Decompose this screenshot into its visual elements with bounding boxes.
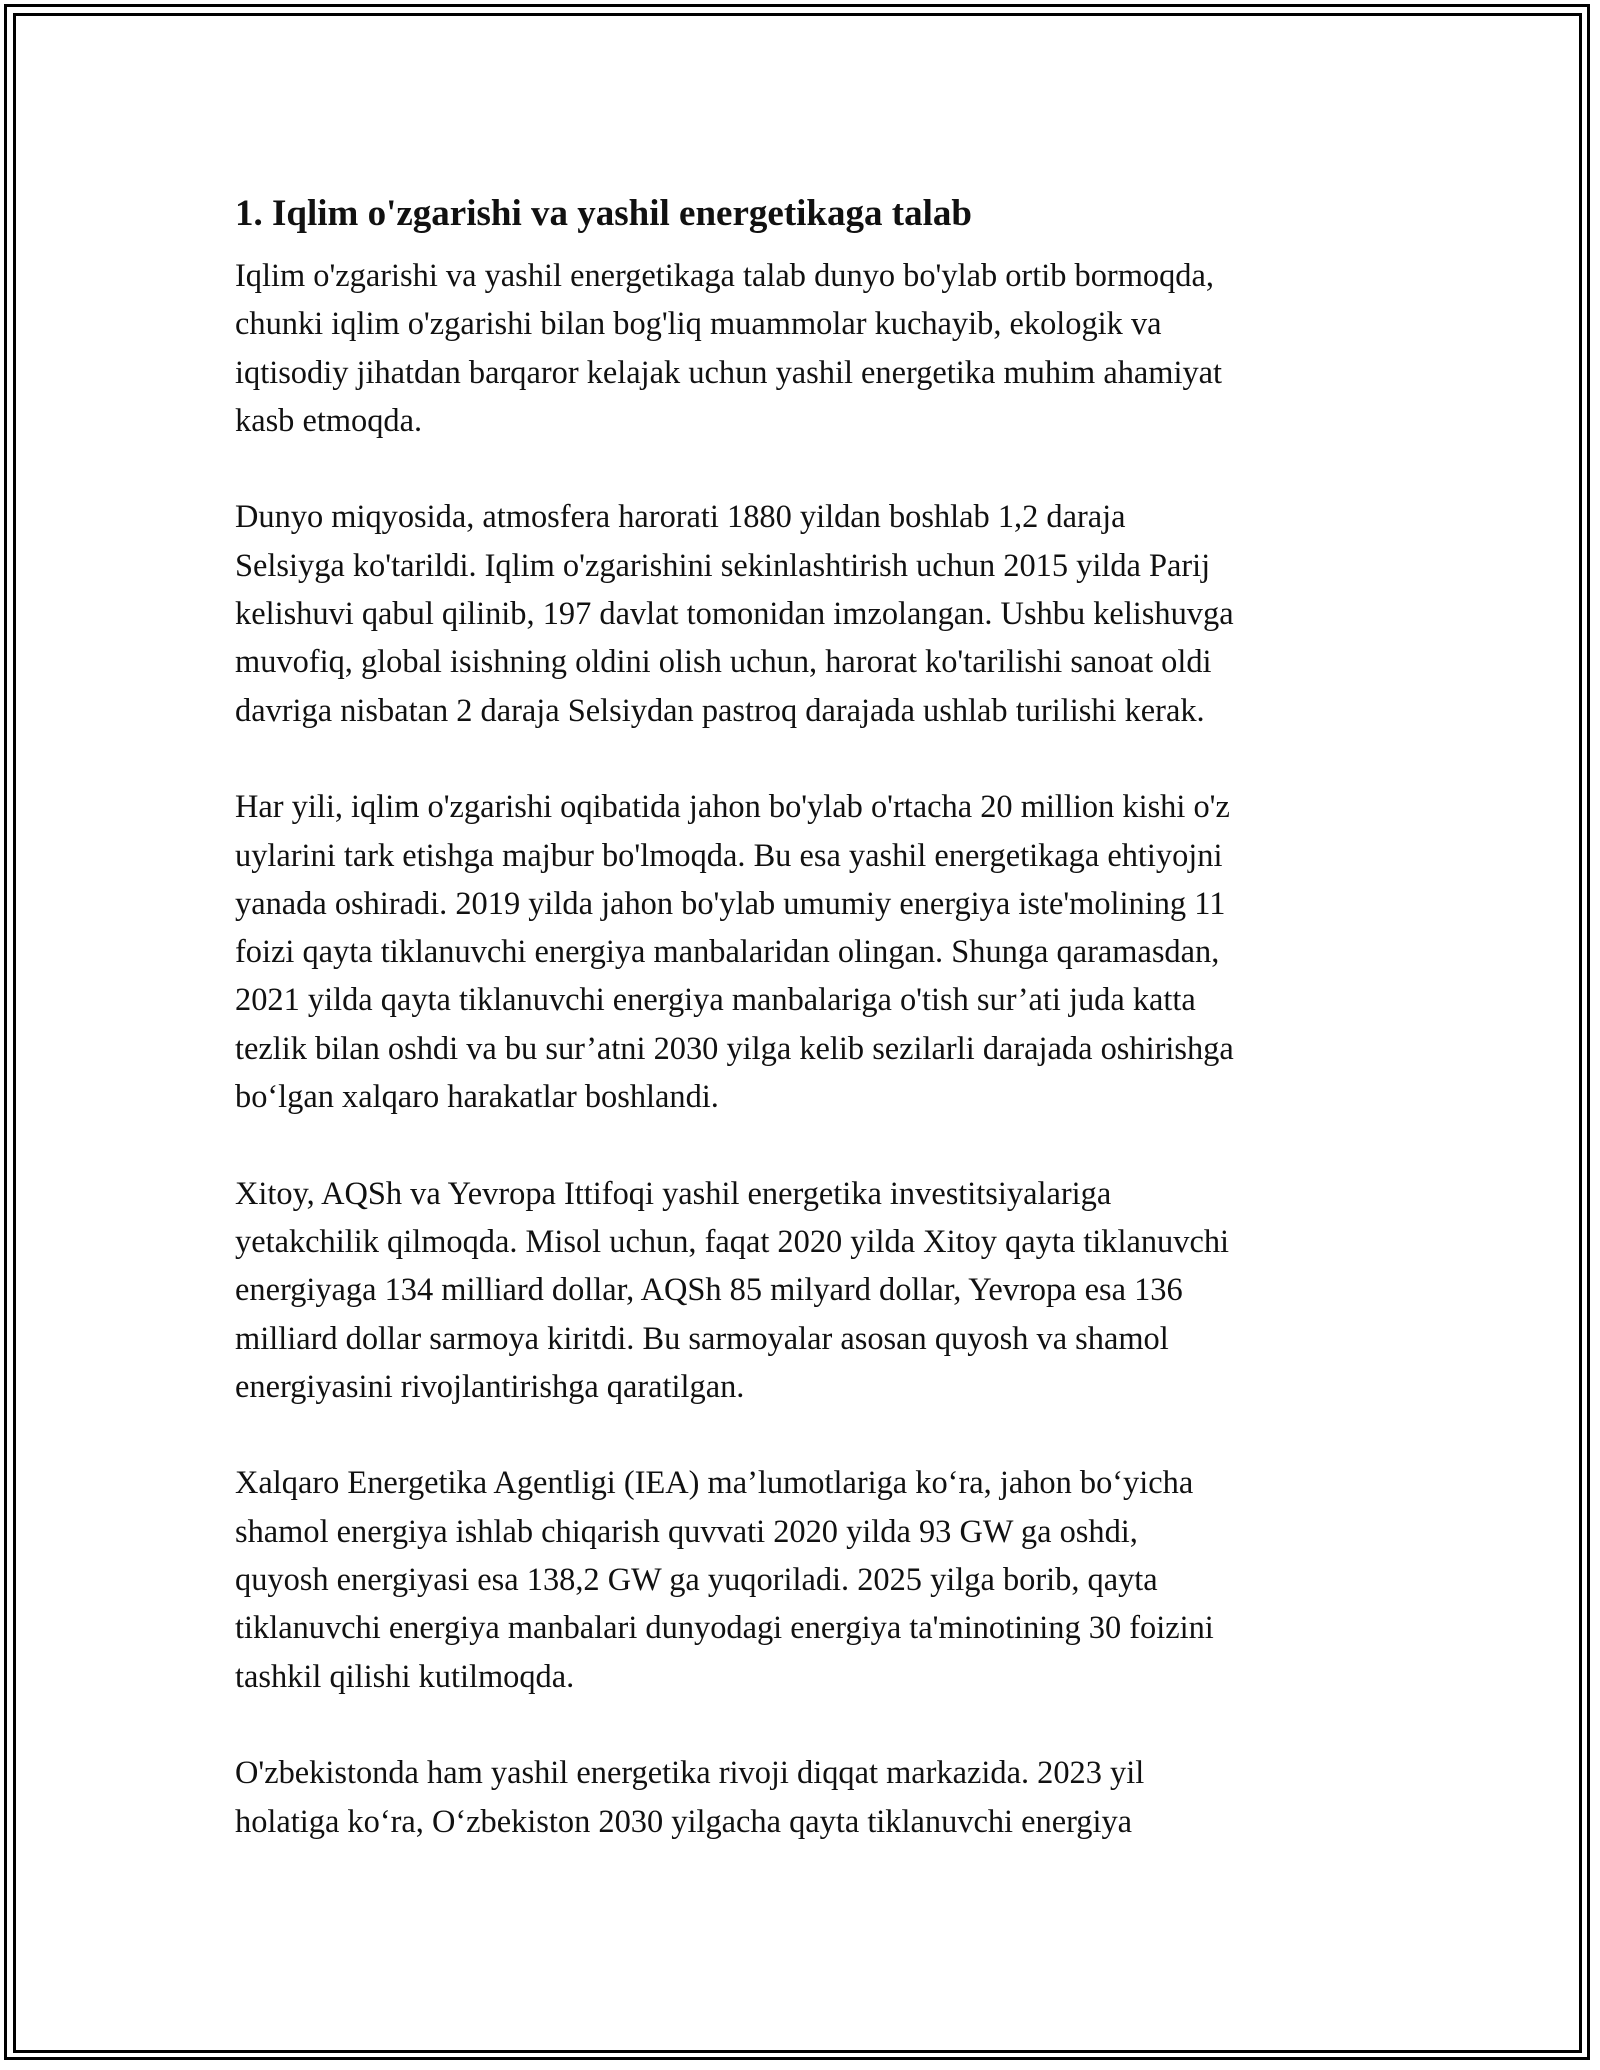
text-line: tashkil qilishi kutilmoqda.: [235, 1658, 575, 1695]
paragraph-1: [235, 252, 1380, 445]
text-line: yanada oshiradi. 2019 yilda jahon bo'ylab umumiy energiya iste'molining 11: [235, 885, 1226, 922]
text-line: energiyasini rivojlantirishga qaratilgan.: [235, 1368, 745, 1405]
text-line: davriga nisbatan 2 daraja Selsiydan pastroq darajada ushlab turilishi kerak.: [235, 692, 1205, 729]
text-line: holatiga koʻra, Oʻzbekiston 2030 yilgacha qayta tiklanuvchi energiya: [235, 1803, 1133, 1840]
text-line: Xalqaro Energetika Agentligi (IEA) ma’lumotlariga koʻra, jahon boʻyicha: [235, 1465, 1194, 1502]
text-line: boʻlgan xalqaro harakatlar boshlandi.: [235, 1079, 719, 1116]
text-line: O'zbekistonda ham yashil energetika rivoji diqqat markazida. 2023 yil: [235, 1755, 1145, 1792]
text-line: yetakchilik qilmoqda. Misol uchun, faqat 2020 yilda Xitoy qayta tiklanuvchi: [235, 1223, 1230, 1260]
text-line: kasb etmoqda.: [235, 402, 423, 439]
text-line: tezlik bilan oshdi va bu sur’atni 2030 yilga kelib sezilarli darajada oshirishga: [235, 1030, 1234, 1067]
text-line: Har yili, iqlim o'zgarishi oqibatida jahon bo'ylab o'rtacha 20 million kishi o'z: [235, 789, 1230, 826]
text-line: foizi qayta tiklanuvchi energiya manbalaridan olingan. Shunga qaramasdan,: [235, 934, 1220, 971]
text-line: kelishuvi qabul qilinib, 197 davlat tomonidan imzolangan. Ushbu kelishuvga: [235, 596, 1234, 633]
text-line: Dunyo miqyosida, atmosfera harorati 1880 yildan boshlab 1,2 daraja: [235, 499, 1126, 536]
paragraph-4: [235, 1170, 1380, 1411]
text-line: shamol energiya ishlab chiqarish quvvati 2020 yilda 93 GW ga oshdi,: [235, 1513, 1138, 1550]
text-line: Selsiyga ko'tarildi. Iqlim o'zgarishini sekinlashtirish uchun 2015 yilda Parij: [235, 547, 1211, 584]
paragraph-3: [235, 783, 1380, 1121]
text-line: iqtisodiy jihatdan barqaror kelajak uchun yashil energetika muhim ahamiyat: [235, 354, 1223, 391]
text-line: tiklanuvchi energiya manbalari dunyodagi energiya ta'minotining 30 foizini: [235, 1610, 1214, 1647]
text-line: chunki iqlim o'zgarishi bilan bog'liq muammolar kuchayib, ekologik va: [235, 306, 1162, 343]
paragraph-2: [235, 493, 1380, 734]
text-line: energiyaga 134 milliard dollar, AQSh 85 milyard dollar, Yevropa esa 136: [235, 1272, 1183, 1309]
text-line: Iqlim o'zgarishi va yashil energetikaga talab dunyo bo'ylab ortib bormoqda,: [235, 258, 1214, 294]
section-heading: 1. Iqlim o'zgarishi va yashil energetikaga talab: [235, 193, 972, 234]
document-body: [235, 186, 1380, 1846]
paragraph-5: [235, 1459, 1380, 1700]
text-line: muvofiq, global isishning oldini olish uchun, harorat ko'tarilishi sanoat oldi: [235, 644, 1212, 681]
text-line: Xitoy, AQSh va Yevropa Ittifoqi yashil energetika investitsiyalariga: [235, 1175, 1112, 1212]
paragraph-6: [235, 1749, 1380, 1846]
text-line: milliard dollar sarmoya kiritdi. Bu sarmoyalar asosan quyosh va shamol: [235, 1320, 1169, 1357]
text-line: quyosh energiyasi esa 138,2 GW ga yuqoriladi. 2025 yilga borib, qayta: [235, 1562, 1158, 1599]
text-line: uylarini tark etishga majbur bo'lmoqda. Bu esa yashil energetikaga ehtiyojni: [235, 837, 1223, 874]
text-line: 2021 yilda qayta tiklanuvchi energiya manbalariga o'tish sur’ati juda katta: [235, 982, 1196, 1019]
